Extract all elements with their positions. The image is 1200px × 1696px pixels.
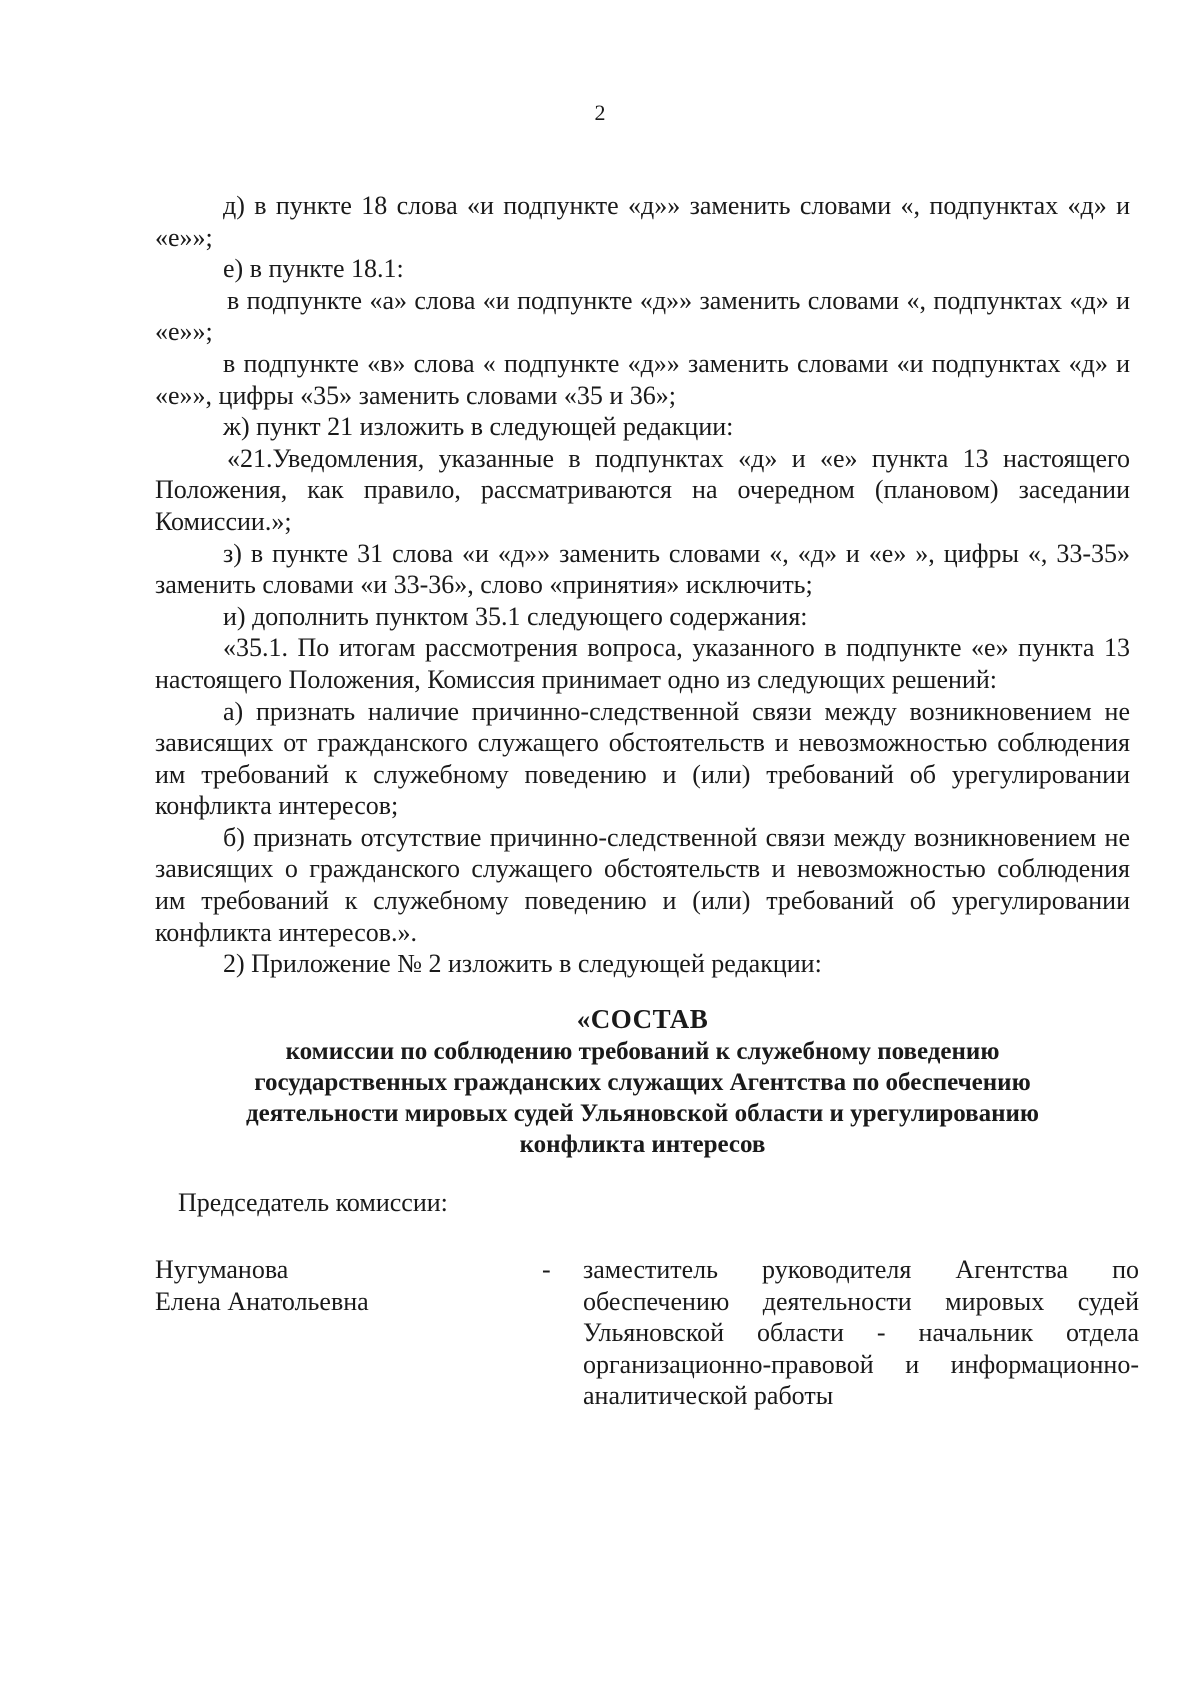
paragraph-e: е) в пункте 18.1: [223,254,404,284]
composition-heading [155,1004,1130,1160]
paragraph-appendix-2: 2) Приложение № 2 изложить в следующей редакции: [223,949,822,979]
amendment-text [155,190,1130,980]
paragraph-item-21: «21.Уведомления, указанные в подпунктах «д» и «е» пункта 13 настоящего Положения, как правило, рассматриваются на очередном (плановом) заседании Комиссии.»; [155,443,1130,536]
member-name [155,1254,515,1317]
page-number: 2 [594,100,606,125]
composition-subtitle-line: комиссии по соблюдению требований к служебному поведению [285,1038,1000,1065]
paragraph-d: д) в пункте 18 слова «и подпункте «д»» заменить словами «, подпунктах «д» и «е»»; [155,191,1130,252]
member-given-names: Елена Анатольевна [155,1286,369,1316]
composition-title: «СОСТАВ [576,1004,709,1034]
paragraph-decision-a: а) признать наличие причинно-следственной связи между возникновением не зависящих от гражданского служащего обстоятельств и невозможностью соблюдения им требований к служебному поведению и (или) требований об урегулировании конфликта интересов; [155,696,1130,821]
composition-subtitle-line: государственных гражданских служащих Агентства по обеспечению [254,1069,1031,1096]
paragraph-i: и) дополнить пунктом 35.1 следующего содержания: [223,601,808,631]
paragraph-zh: ж) пункт 21 изложить в следующей редакции: [223,412,734,442]
paragraph-e-sub-a: в подпункте «а» слова «и подпункте «д»» заменить словами «, подпунктах «д» и «е»»; [155,285,1130,347]
member-surname: Нугуманова [155,1255,289,1284]
member-position: заместитель руководителя Агентства по обеспечению деятельности мировых судей Ульяновской области - начальник отдела организационно-правовой и информационно-аналитической работы [583,1255,1139,1411]
composition-subtitle-line: конфликта интересов [519,1131,766,1158]
paragraph-item-35-1: «35.1. По итогам рассмотрения вопроса, указанного в подпункте «е» пункта 13 настоящего Положения, Комиссия принимает одно из следующих решений: [155,633,1130,694]
paragraph-z: з) в пункте 31 слова «и «д»» заменить словами «, «д» и «е» », цифры «, 33-35» заменить словами «и 33-36», слово «принятия» исключить; [155,538,1130,600]
member-dash: - [542,1255,551,1284]
composition-subtitle-line: деятельности мировых судей Ульяновской области и урегулированию [245,1100,1040,1127]
paragraph-e-sub-v: в подпункте «в» слова « подпункте «д»» заменить словами «и подпунктах «д» и «е»», цифры «35» заменить словами «35 и 36»; [155,348,1130,410]
paragraph-decision-b: б) признать отсутствие причинно-следственной связи между возникновением не зависящих о гражданского служащего обстоятельств и невозможностью соблюдения им требований к служебному поведению и (или) требований об урегулировании конфликта интересов.». [155,822,1130,947]
chair-label: Председатель комиссии: [178,1188,448,1217]
